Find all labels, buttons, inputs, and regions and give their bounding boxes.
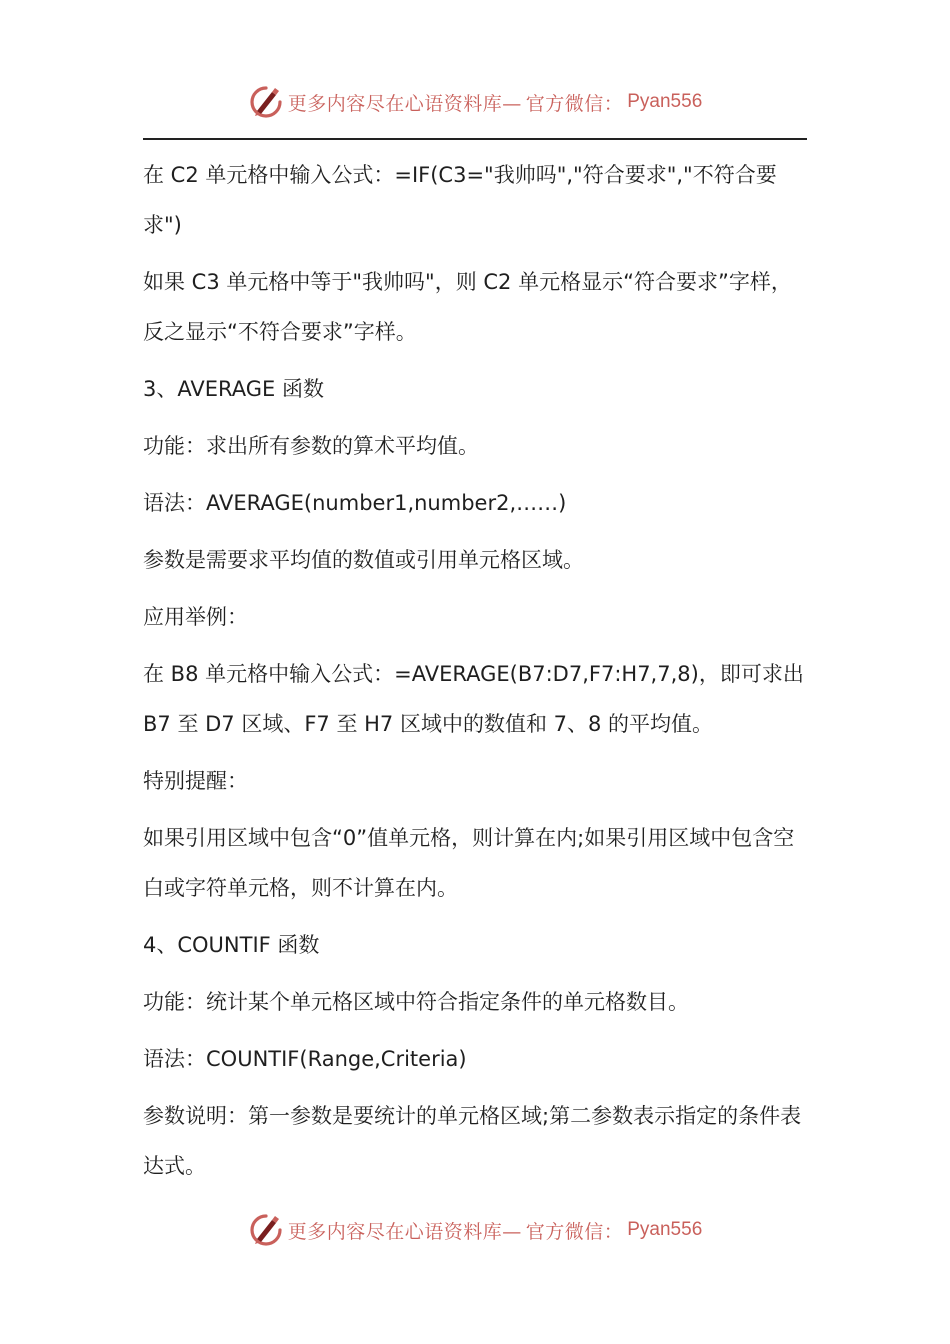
- paragraph-if-explanation: 如果 C3 单元格中等于"我帅吗"，则 C2 单元格显示“符合要求”字样，反之显示“不符合要求”字样。: [143, 270, 792, 344]
- paragraph-average-example: 在 B8 单元格中输入公式：=AVERAGE(B7:D7,F7:H7,7,8)，即可求出 B7 至 D7 区域、F7 至 H7 区域中的数值和 7、8 的平均值。: [143, 662, 804, 736]
- paragraph-if-formula: 在 C2 单元格中输入公式：=IF(C3="我帅吗","符合要求","不符合要求"): [143, 163, 777, 237]
- paragraph-average-syntax: 语法：AVERAGE(number1,number2,……): [143, 491, 567, 515]
- paragraph-countif-syntax: 语法：COUNTIF(Range,Criteria): [143, 1047, 467, 1071]
- header-brand-text: 更多内容尽在心语资料库—: [287, 92, 522, 115]
- paragraph-average-params: 参数是需要求平均值的数值或引用单元格区域。: [143, 548, 584, 572]
- footer-wechat-label: 官方微信：: [525, 1220, 624, 1243]
- footer-brand-text: 更多内容尽在心语资料库—: [287, 1220, 522, 1243]
- header-brand: [248, 84, 703, 120]
- paragraph-countif-function: 功能：统计某个单元格区域中符合指定条件的单元格数目。: [143, 990, 689, 1014]
- page-footer: [0, 1210, 950, 1250]
- document-body: [143, 150, 807, 1198]
- paragraph-countif-params: 参数说明：第一参数是要统计的单元格区域;第二参数表示指定的条件表达式。: [143, 1104, 802, 1178]
- pen-circle-logo-icon: [248, 1212, 284, 1248]
- pen-circle-logo-icon: [248, 84, 284, 120]
- heading-average-function: 3、AVERAGE 函数: [143, 377, 324, 401]
- footer-brand: [248, 1212, 703, 1248]
- header-divider: [143, 138, 807, 140]
- heading-countif-function: 4、COUNTIF 函数: [143, 933, 320, 957]
- header-wechat-id: Pyan556: [627, 91, 703, 112]
- paragraph-example-label: 应用举例：: [143, 605, 248, 629]
- paragraph-average-reminder: 如果引用区域中包含“0”值单元格，则计算在内;如果引用区域中包含空白或字符单元格，则不计算在内。: [143, 826, 795, 900]
- footer-wechat-id: Pyan556: [627, 1219, 703, 1240]
- page-header: [0, 82, 950, 122]
- paragraph-reminder-label: 特别提醒：: [143, 769, 248, 793]
- paragraph-average-function: 功能：求出所有参数的算术平均值。: [143, 434, 479, 458]
- header-wechat-label: 官方微信：: [525, 92, 624, 115]
